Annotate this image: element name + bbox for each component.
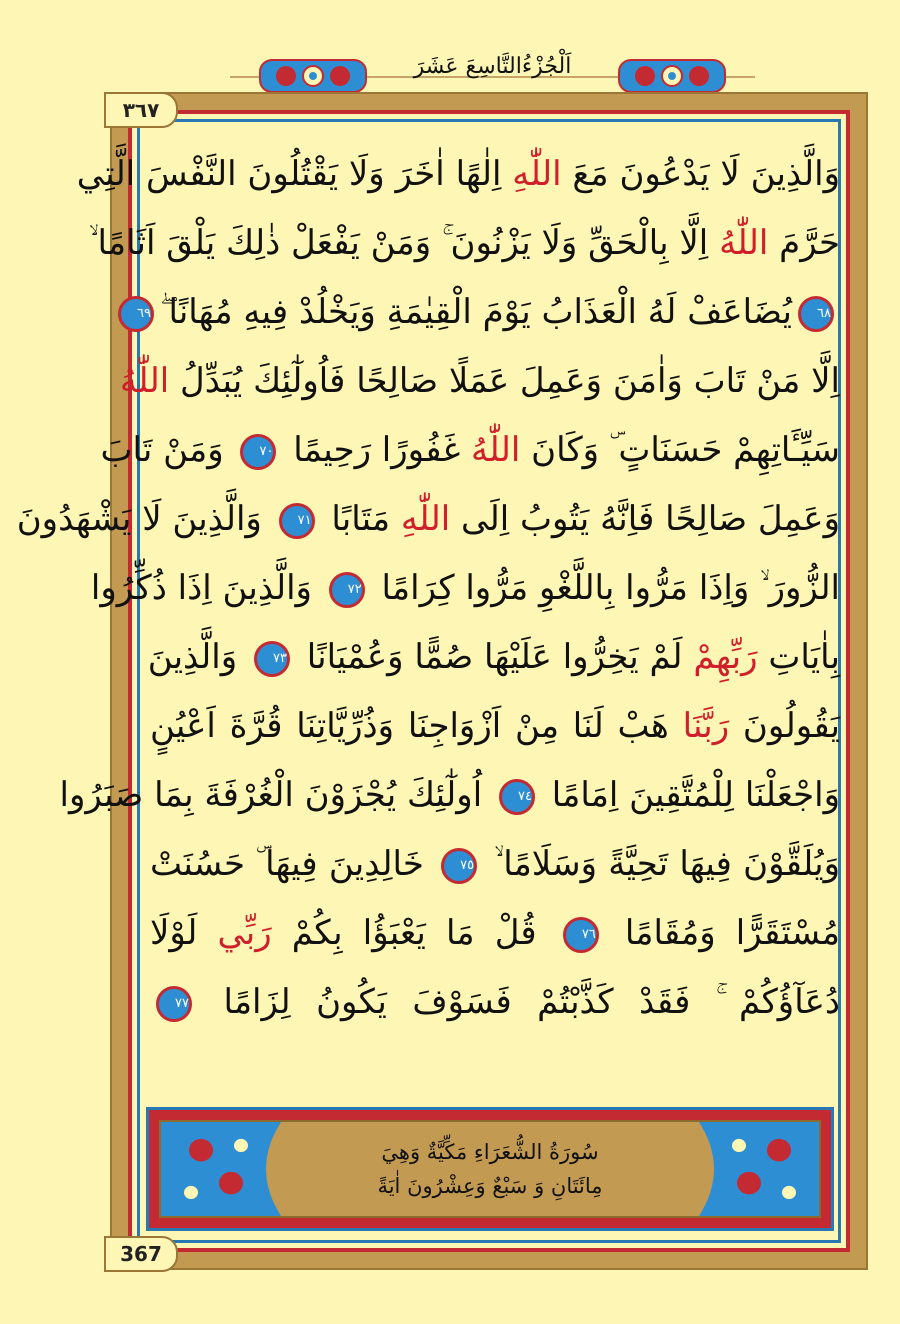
- verse-text: اِلَّا مَنْ تَابَ وَاٰمَنَ وَعَمِلَ عَمَلًا صَالِحًا فَاُولٰٓئِكَ يُبَدِّلُ: [169, 361, 840, 401]
- verse-text: سَيِّـَٔاتِهِمْ حَسَنَاتٍ ۜ وَكَانَ: [520, 430, 840, 470]
- juz-title: اَلْجُزْءُالتَّاسِعَ عَشَرَ: [413, 54, 572, 79]
- verse-text: اِلٰهًا اٰخَرَ وَلَا يَقْتُلُونَ النَّفْسَ الَّتِي: [76, 154, 513, 194]
- verse-text: مُسْتَقَرًّا وَمُقَامًا: [604, 913, 841, 953]
- ayah-number-marker: ٧٢: [329, 572, 365, 608]
- verse-text: اُولٰٓئِكَ يُجْزَوْنَ الْغُرْفَةَ بِمَا صَبَرُوا: [59, 775, 493, 815]
- verse-text: وَمَنْ تَابَ: [100, 430, 235, 470]
- verse-text: يَقُولُونَ: [729, 706, 840, 746]
- surah-header-inner: [159, 1120, 821, 1218]
- ayah-number-marker: ٧٥: [441, 848, 477, 884]
- verse-text: لَمْ يَخِرُّوا عَلَيْهَا صُمًّا وَعُمْيَانًا: [295, 637, 694, 677]
- divine-name-text: اللّٰهُ: [719, 223, 769, 263]
- divine-name-text: رَبِّي: [217, 913, 272, 953]
- verse-text: بِاٰيَاتِ: [757, 637, 840, 677]
- text-line: [59, 761, 840, 830]
- divine-name-text: اللّٰهِ: [512, 154, 562, 194]
- verse-text: وَالَّذِينَ: [147, 637, 248, 677]
- text-line: [137, 278, 840, 347]
- verse-text: وَالَّذِينَ اِذَا ذُكِّرُوا: [90, 568, 323, 608]
- ayah-number-marker: ٧٦: [563, 917, 599, 953]
- surah-title: سُورَةُ الشُّعَرَاءِ مَكِّيَّةٌ وَهِيَ: [381, 1140, 599, 1164]
- ayah-number-marker: ٧٤: [499, 779, 535, 815]
- surah-ayah-count: مِائَتَانِ وَ سَبْعٌ وَعِشْرُونَ اٰيَةً: [377, 1174, 603, 1198]
- ayah-number-marker: ٦٨: [798, 296, 834, 332]
- text-line: [150, 692, 840, 761]
- verse-text: قُلْ مَا يَعْبَؤُا بِكُمْ: [271, 913, 557, 953]
- page-number-top: ٣٦٧: [104, 92, 178, 128]
- ayah-number-marker: ٦٩: [118, 296, 154, 332]
- verse-text: الزُّورَ ۙ وَاِذَا مَرُّوا بِاللَّغْوِ مَرُّوا كِرَامًا: [370, 568, 840, 608]
- text-line: [76, 140, 840, 209]
- text-line: [100, 416, 840, 485]
- divine-name-text: اللّٰهُ: [471, 430, 521, 470]
- ayah-number-marker: ٧٣: [254, 641, 290, 677]
- text-line: [150, 968, 840, 1037]
- text-line: [150, 830, 840, 899]
- verse-text: حَرَّمَ: [768, 223, 840, 263]
- verse-text: خَالِدِينَ فِيهَا ۜ حَسُنَتْ: [150, 844, 436, 884]
- page-number-bottom: 367: [104, 1236, 178, 1272]
- header-ornament-left-icon: [258, 56, 368, 96]
- text-line: [16, 485, 840, 554]
- ayah-number-marker: ٧٧: [156, 986, 192, 1022]
- verse-text: اِلَّا بِالْحَقِّ وَلَا يَزْنُونَ ۚ وَمَنْ يَفْعَلْ ذٰلِكَ يَلْقَ اَثَامًا ۙ: [89, 223, 720, 263]
- verse-text: غَفُورًا رَحِيمًا: [282, 430, 472, 470]
- verse-text: هَبْ لَنَا مِنْ اَزْوَاجِنَا وَذُرِّيَّاتِنَا قُرَّةَ اَعْيُنٍ: [150, 706, 683, 746]
- divine-name-text: اللّٰهُ: [119, 361, 170, 401]
- text-line: [150, 899, 840, 968]
- text-line: [89, 209, 840, 278]
- verse-text: وَالَّذِينَ لَا يَشْهَدُونَ: [16, 499, 273, 539]
- text-line: [90, 554, 840, 623]
- verse-text: لَوْلَا: [150, 913, 218, 953]
- verse-text: دُعَآؤُكُمْ ۚ فَقَدْ كَذَّبْتُمْ فَسَوْفَ يَكُونُ لِزَامًا: [198, 982, 840, 1022]
- surah-header-box: [146, 1107, 834, 1231]
- verse-text: وَاجْعَلْنَا لِلْمُتَّقِينَ اِمَامًا: [540, 775, 840, 815]
- ayah-number-marker: ٧١: [279, 503, 315, 539]
- divine-name-text: رَبَّنَا: [682, 706, 730, 746]
- verse-text: يُضَاعَفْ لَهُ الْعَذَابُ يَوْمَ الْقِيٰمَةِ وَيَخْلُدْ فِيهِ مُهَانًا ۖ: [159, 292, 792, 332]
- text-line: [147, 623, 840, 692]
- verse-text: مَتَابًا: [320, 499, 401, 539]
- verse-text: وَيُلَقَّوْنَ فِيهَا تَحِيَّةً وَسَلَامًا ۙ: [483, 844, 840, 884]
- verse-text: وَالَّذِينَ لَا يَدْعُونَ مَعَ: [561, 154, 840, 194]
- divine-name-text: اللّٰهِ: [400, 499, 451, 539]
- header-ornament-right-icon: [617, 56, 727, 96]
- divine-name-text: رَبِّهِمْ: [693, 637, 758, 677]
- text-line: [119, 347, 840, 416]
- quran-text: [16, 140, 841, 1037]
- verse-text: وَعَمِلَ صَالِحًا فَاِنَّهُ يَتُوبُ اِلَى: [450, 499, 840, 539]
- ayah-number-marker: ٧٠: [240, 434, 276, 470]
